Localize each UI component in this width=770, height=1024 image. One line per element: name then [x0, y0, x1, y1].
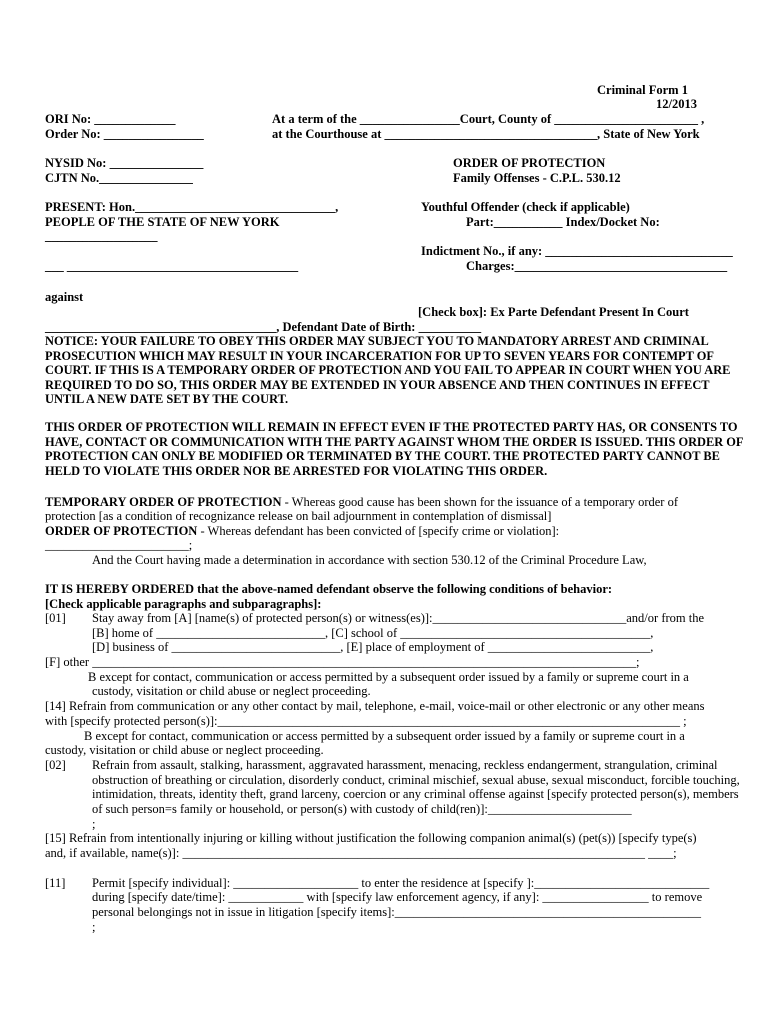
- check-paragraphs-heading: [Check applicable paragraphs and subparagraphs]:: [45, 597, 322, 611]
- condition-02-end: ;: [92, 817, 96, 831]
- condition-11-belongings: personal belongings not in issue in litigation [specify items]:_________________________________________________: [92, 905, 701, 919]
- ordered-heading: IT IS HEREBY ORDERED that the above-named defendant observe the following conditions of behavior:: [45, 582, 613, 596]
- order-of-protection-text: - Whereas defendant has been convicted of [specify crime or violation]:: [197, 524, 560, 538]
- people-heading: PEOPLE OF THE STATE OF NEW YORK: [45, 215, 280, 229]
- blank-line-2: ___ _____________________________________: [45, 259, 299, 273]
- temporary-order-text: - Whereas good cause has been shown for the issuance of a temporary order of: [281, 495, 678, 509]
- court-determination: And the Court having made a determination in accordance with section 530.12 of the Criminal Procedure Law,: [92, 553, 647, 567]
- condition-11-during: during [specify date/time]: ____________ with [specify law enforcement agency, if any]: _________________ to remove: [92, 890, 703, 904]
- nysid-field: NYSID No: _______________: [45, 156, 204, 170]
- order-subtitle: Family Offenses - C.P.L. 530.12: [453, 171, 621, 185]
- courthouse-field: at the Courthouse at __________________________________, State of New York: [272, 127, 700, 141]
- condition-01-except-cont: custody, visitation or child abuse or neglect proceeding.: [92, 684, 371, 698]
- condition-01-other: [F] other _______________________________________________________________________________________;: [45, 655, 640, 669]
- condition-01-home-school: [B] home of ___________________________, [C] school of ________________________________________,: [92, 626, 654, 640]
- condition-11-permit: Permit [specify individual]: ____________________ to enter the residence at [specify ]:____________________________: [92, 876, 710, 890]
- temporary-order-line: [45, 495, 678, 509]
- protection-notice-paragraph: THIS ORDER OF PROTECTION WILL REMAIN IN EFFECT EVEN IF THE PROTECTED PARTY HAS, OR CONSENTS TO HAVE, CONTACT OR COMMUNICATION WITH THE PARTY AGAINST WHOM THE ORDER IS ISSUED. THIS ORDER OF PROTECTION CAN ONLY BE MODIFIED OR TERMINATED BY THE COURT. THE PROTECTED PARTY CANNOT BE HELD TO VIOLATE THIS ORDER NOR BE ARRESTED FOR VIOLATING THIS ORDER.: [45, 420, 744, 478]
- condition-14-except-cont: custody, visitation or child abuse or neglect proceeding.: [45, 743, 324, 757]
- condition-02-checkbox[interactable]: [02]: [45, 758, 66, 772]
- temporary-order-checkbox[interactable]: TEMPORARY ORDER OF PROTECTION: [45, 495, 282, 509]
- part-index-field: Part:___________ Index/Docket No:: [466, 215, 660, 229]
- condition-01-checkbox[interactable]: [01]: [45, 611, 66, 625]
- condition-15-refrain: [15] Refrain from intentionally injuring or killing without justification the following companion animal(s) (pet(s)) [specify type(s): [45, 831, 697, 845]
- against-label: against: [45, 290, 84, 304]
- cjtn-field: CJTN No._______________: [45, 171, 193, 185]
- condition-14-except: B except for contact, communication or access permitted by a subsequent order issued by a family or supreme court in a: [84, 729, 685, 743]
- order-no-field: Order No: ________________: [45, 127, 204, 141]
- condition-02-text: Refrain from assault, stalking, harassment, aggravated harassment, menacing, reckless endangerment, strangulation, criminal obstruction of breathing or circulation, disorderly conduct, criminal mischief, sexual abuse, sexual misconduct, forcible touching, intimidation, threats, identity theft, grand larceny, coercion or any criminal offense against [specify protected person(s), members of such person=s family or household, or person(s) with custody of child(ren)]:_______________________: [92, 758, 740, 817]
- form-name: Criminal Form 1: [597, 83, 688, 97]
- temporary-order-conditions: protection [as a condition of recognizance release on bail adjournment in contemplation of dismissal]: [45, 509, 552, 523]
- order-of-protection-line: [45, 524, 559, 538]
- condition-01-except: B except for contact, communication or access permitted by a subsequent order issued by a family or supreme court in a: [88, 670, 689, 684]
- present-field: PRESENT: Hon.________________________________,: [45, 200, 339, 214]
- condition-14-refrain: [14] Refrain from communication or any other contact by mail, telephone, e-mail, voice-mail or other electronic or any other means: [45, 699, 705, 713]
- notice-paragraph: NOTICE: YOUR FAILURE TO OBEY THIS ORDER MAY SUBJECT YOU TO MANDATORY ARREST AND CRIMINAL PROSECUTION WHICH MAY RESULT IN YOUR INCARCERATION FOR UP TO SEVEN YEARS FOR CONTEMPT OF COURT. IF THIS IS A TEMPORARY ORDER OF PROTECTION AND YOU FAIL TO APPEAR IN COURT WHEN YOU ARE REQUIRED TO DO SO, THIS ORDER MAY BE EXTENDED IN YOUR ABSENCE AND THEN CONTINUES IN EFFECT UNTIL A NEW DATE SET BY THE COURT.: [45, 334, 731, 407]
- condition-15-names: and, if available, name(s)]: __________________________________________________________________________ ____;: [45, 846, 677, 860]
- crime-blank: _______________________;: [45, 538, 193, 552]
- order-title: ORDER OF PROTECTION: [453, 156, 606, 170]
- condition-14-protected: with [specify protected person(s)]:__________________________________________________________________________ ;: [45, 714, 687, 728]
- check-box-row[interactable]: [Check box]: Ex Parte Defendant Present In Court: [418, 305, 689, 319]
- ori-field: ORI No: _____________: [45, 112, 176, 126]
- charges-field: Charges:__________________________________: [466, 259, 728, 273]
- indictment-field: Indictment No., if any: ______________________________: [421, 244, 733, 258]
- term-field: At a term of the ________________Court, County of _______________________ ,: [272, 112, 705, 126]
- condition-01-business: [D] business of ___________________________, [E] place of employment of __________________________,: [92, 640, 654, 654]
- youthful-offender-checkbox[interactable]: Youthful Offender (check if applicable): [421, 200, 630, 214]
- blank-line-1: __________________: [45, 229, 158, 243]
- order-of-protection-checkbox[interactable]: ORDER OF PROTECTION: [45, 524, 198, 538]
- defendant-field: _____________________________________, Defendant Date of Birth: __________: [45, 320, 482, 334]
- form-date: 12/2013: [656, 97, 697, 111]
- condition-11-checkbox[interactable]: [11]: [45, 876, 66, 890]
- condition-01-stay-away: Stay away from [A] [name(s) of protected person(s) or witness(es)]:_______________________________and/or from the: [92, 611, 705, 625]
- condition-11-end: ;: [92, 920, 96, 934]
